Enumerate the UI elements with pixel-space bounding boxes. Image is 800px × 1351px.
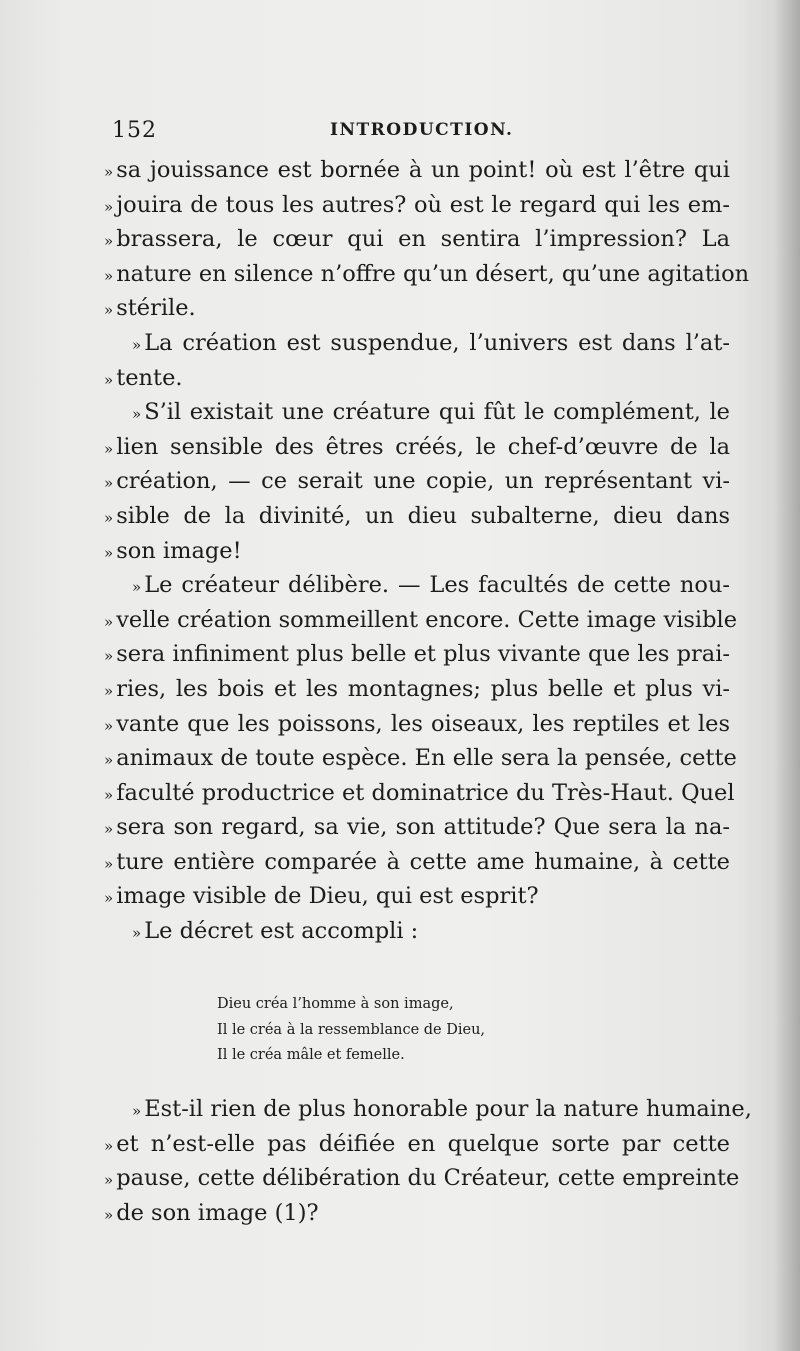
- text-line: » jouira de tous les autres? où est le regard qui les em-: [104, 191, 730, 218]
- text-line: » son image!: [104, 537, 242, 564]
- text-line: » sa jouissance est bornée à un point! où est l’être qui: [104, 157, 730, 183]
- text-line: » sera son regard, sa vie, son attitude? Que sera la na-: [104, 814, 730, 841]
- text-line: » ture entière comparée à cette ame humaine, à cette: [104, 848, 730, 875]
- text-line: » velle création sommeillent encore. Cette image visible: [104, 606, 738, 633]
- text-line: » sera infiniment plus belle et plus vivante que les prai-: [104, 641, 730, 668]
- text-line: » de son image (1)?: [104, 1199, 319, 1226]
- body-text-top: [104, 153, 750, 949]
- page-number: 152: [112, 118, 157, 143]
- text-line: » Est-il rien de plus honorable pour la nature humaine,: [132, 1096, 752, 1122]
- text-line: » faculté productrice et dominatrice du Très-Haut. Quel: [104, 779, 735, 806]
- page-edge-shadow: [774, 0, 800, 1351]
- text-line: » ries, les bois et les montagnes; plus belle et plus vi-: [104, 675, 730, 702]
- body-text-bottom: [104, 1092, 752, 1230]
- running-head: INTRODUCTION.: [330, 120, 514, 140]
- text-line: » pause, cette délibération du Créateur, cette empreinte: [104, 1165, 740, 1192]
- text-line: » nature en silence n’offre qu’un désert, qu’une agitation: [104, 260, 750, 287]
- text-line: » brassera, le cœur qui en sentira l’impression? La: [104, 226, 730, 253]
- text-line: » S’il existait une créature qui fût le complément, le: [132, 399, 730, 426]
- quote-line: Il le créa à la ressemblance de Dieu,: [217, 1021, 486, 1038]
- text-line: » tente.: [104, 364, 183, 391]
- quote-line: Dieu créa l’homme à son image,: [217, 996, 454, 1012]
- quote-line: Il le créa mâle et femelle.: [217, 1047, 405, 1064]
- scripture-quote: [217, 992, 617, 1069]
- text-line: » image visible de Dieu, qui est esprit?: [104, 883, 539, 910]
- text-line: » Le décret est accompli :: [132, 918, 419, 945]
- text-line: » animaux de toute espèce. En elle sera la pensée, cette: [104, 745, 737, 772]
- text-line: » création, — ce serait une copie, un représentant vi-: [104, 468, 730, 495]
- text-line: » stérile.: [104, 295, 196, 322]
- text-line: » vante que les poissons, les oiseaux, les reptiles et les: [104, 710, 730, 737]
- text-line: » La création est suspendue, l’univers est dans l’at-: [132, 329, 730, 356]
- page-header: [112, 118, 724, 142]
- text-line: » sible de la divinité, un dieu subalterne, dieu dans: [104, 502, 730, 529]
- text-line: » lien sensible des êtres créés, le chef-d’œuvre de la: [104, 433, 730, 460]
- text-line: » Le créateur délibère. — Les facultés de cette nou-: [132, 572, 730, 599]
- text-line: » et n’est-elle pas déifiée en quelque sorte par cette: [104, 1130, 730, 1157]
